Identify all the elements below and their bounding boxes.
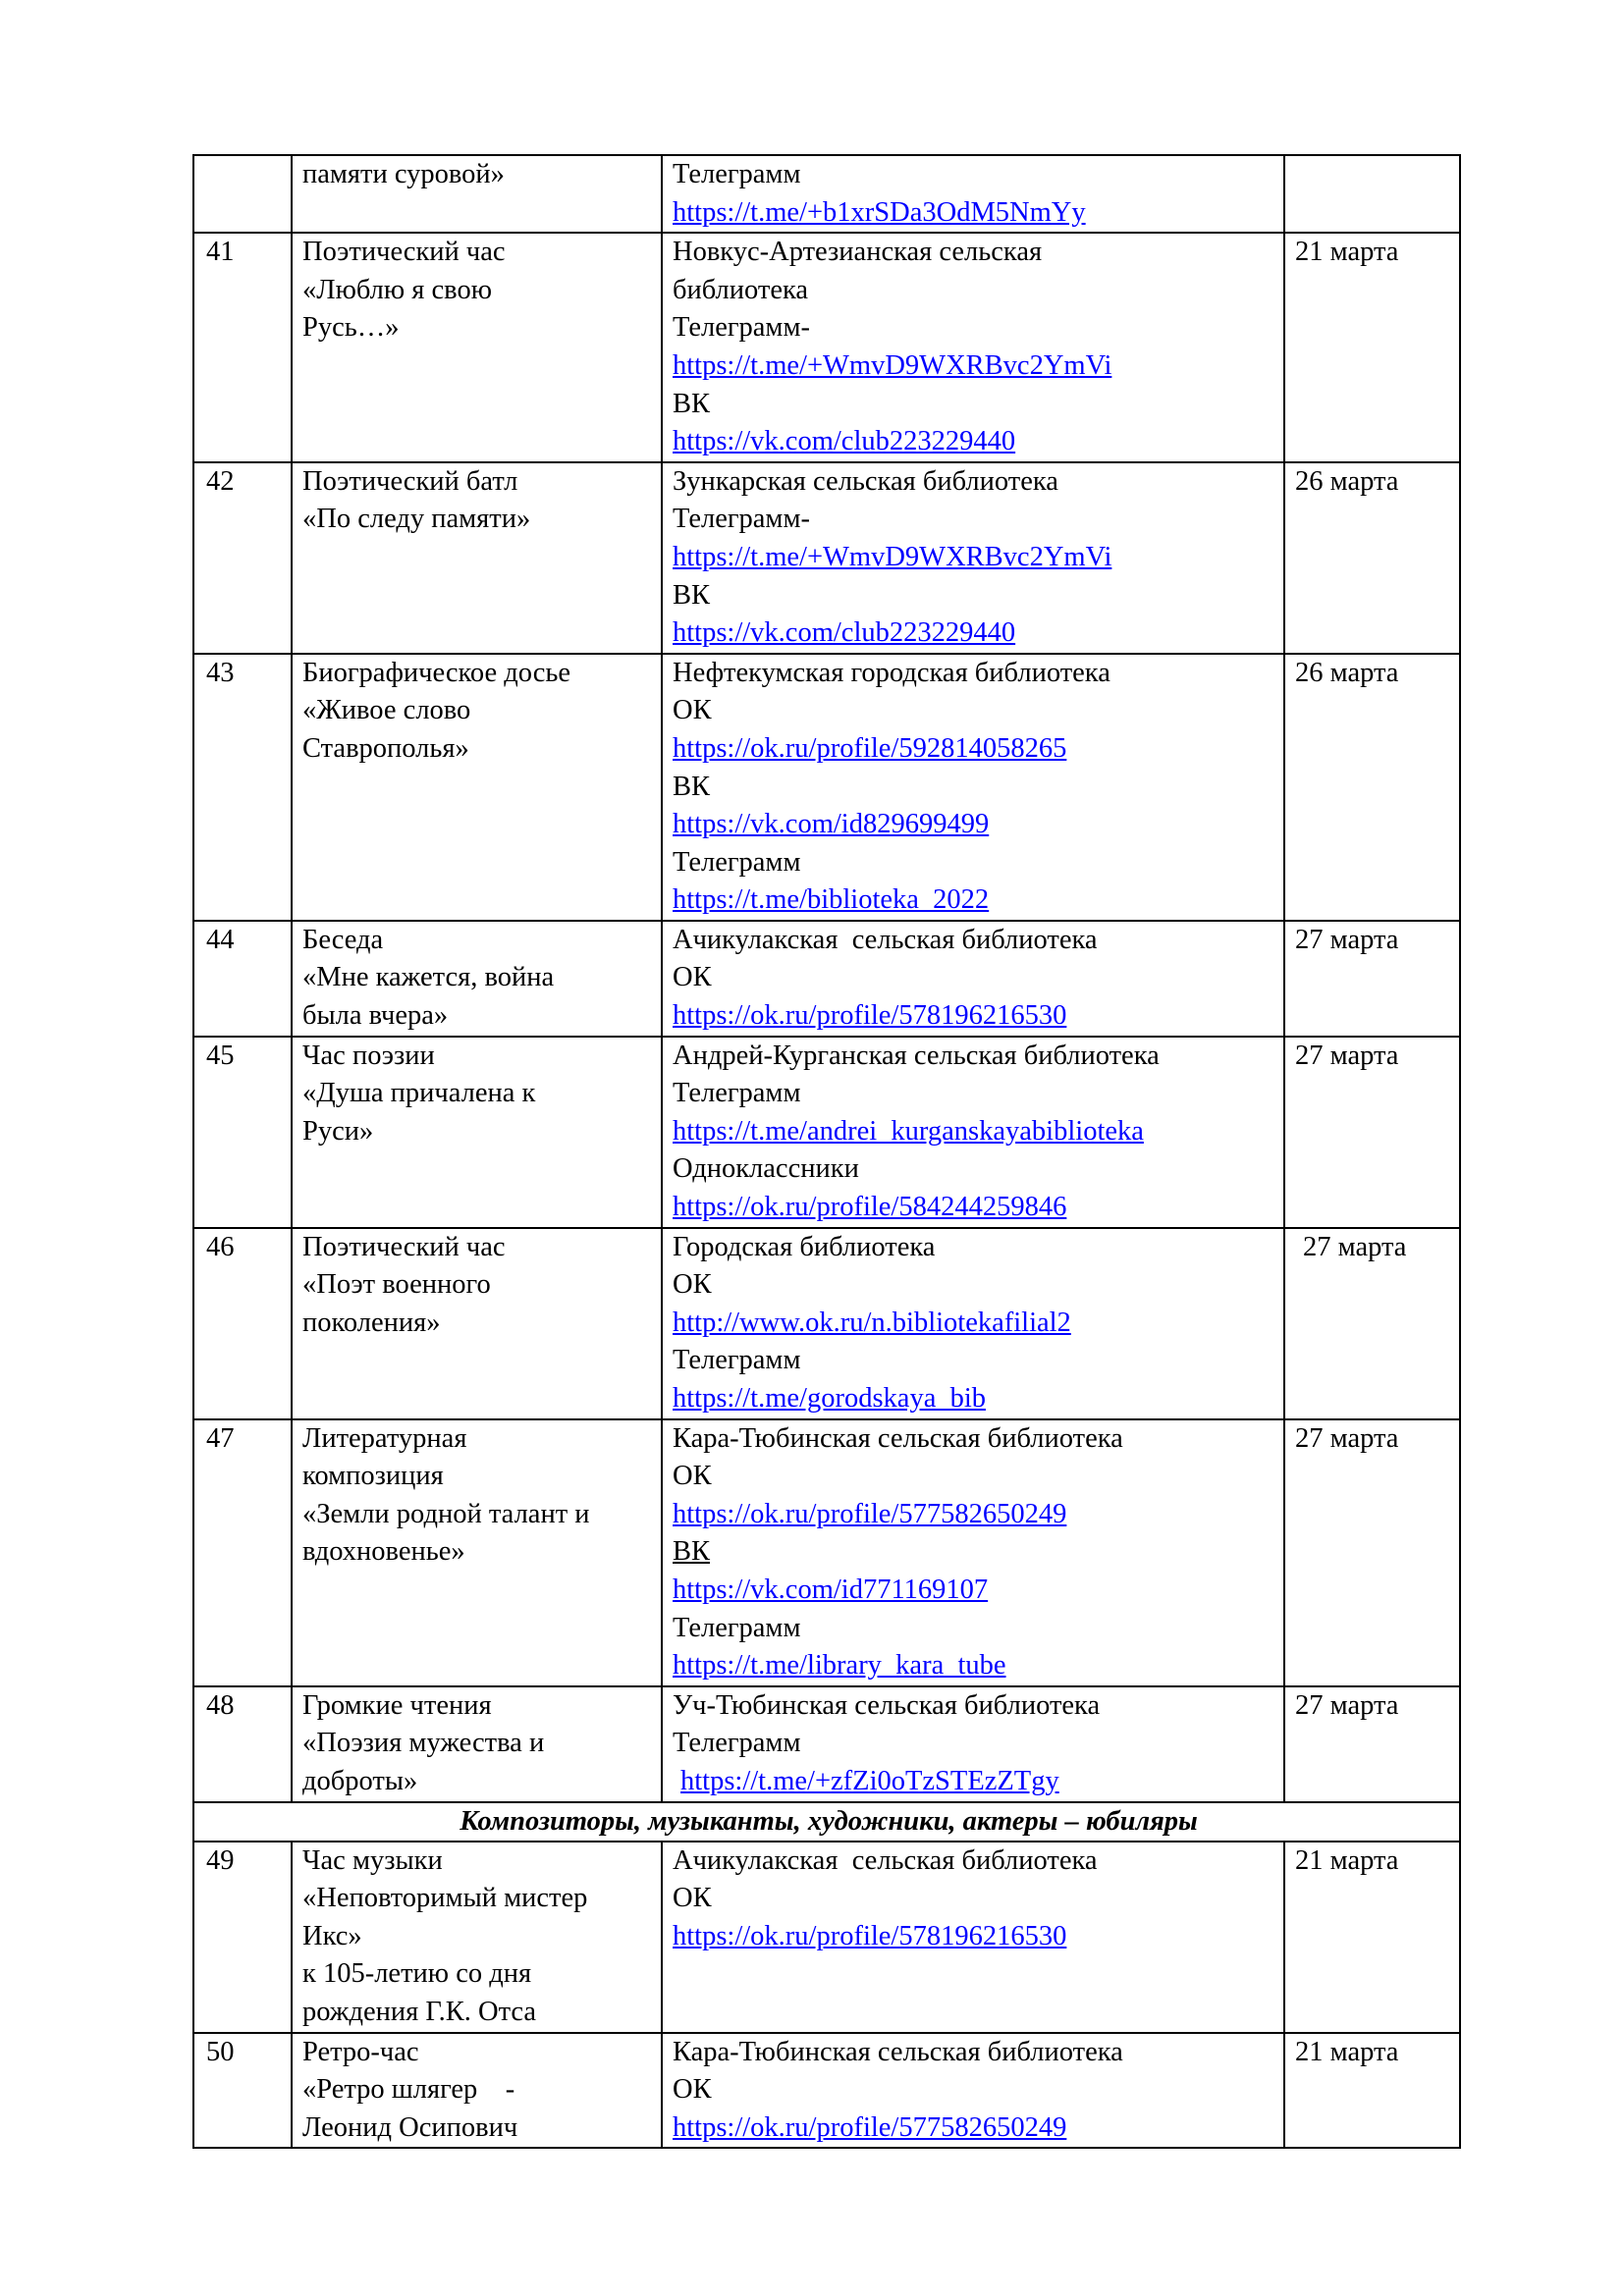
library-name: Кара-Тюбинская сельская библиотека — [673, 1422, 1123, 1454]
telegram-link[interactable]: https://t.me/+zfZi0oTzSTEzZTgy — [680, 1765, 1059, 1796]
place-cell — [662, 462, 1284, 654]
row-number: 45 — [206, 1040, 235, 1071]
title-line: Поэтический батл — [302, 465, 518, 497]
event-date: 27 марта — [1295, 924, 1399, 955]
title-line: «Неповторимый мистер — [302, 1883, 588, 1914]
platform-label: Телеграмм- — [673, 312, 810, 344]
platform-label: ОК — [673, 1269, 712, 1301]
number-cell — [193, 462, 292, 654]
number-cell — [193, 1228, 292, 1419]
place-cell — [662, 1419, 1284, 1686]
platform-label: Телеграмм — [673, 1612, 801, 1643]
ok-link[interactable]: https://ok.ru/profile/577582650249 — [673, 2111, 1067, 2143]
events-table — [192, 154, 1461, 2149]
library-name: Андрей-Курганская сельская библиотека — [673, 1040, 1160, 1071]
number-cell — [193, 233, 292, 462]
date-cell — [1284, 155, 1460, 233]
date-cell — [1284, 1842, 1460, 2033]
table-row — [193, 1228, 1460, 1419]
title-line: Поэтический час — [302, 237, 506, 268]
place-cell — [662, 1037, 1284, 1228]
date-cell — [1284, 654, 1460, 921]
library-name: Городская библиотека — [673, 1231, 936, 1262]
platform-label: Телеграмм — [673, 159, 801, 189]
date-cell — [1284, 2033, 1460, 2149]
date-cell — [1284, 921, 1460, 1037]
library-name: Кара-Тюбинская сельская библиотека — [673, 2036, 1123, 2067]
platform-label: ОК — [673, 962, 712, 993]
title-line: была вчера» — [302, 1000, 449, 1032]
title-line: «По следу памяти» — [302, 504, 531, 535]
platform-label: Телеграмм — [673, 1345, 801, 1376]
row-number: 49 — [206, 1844, 235, 1876]
platform-label: Одноклассники — [673, 1153, 859, 1185]
vk-link[interactable]: https://vk.com/club223229440 — [673, 617, 1016, 649]
table-row — [193, 1037, 1460, 1228]
telegram-link[interactable]: https://t.me/biblioteka_2022 — [673, 884, 990, 916]
telegram-link[interactable]: https://t.me/andrei_kurganskayabiblioteka — [673, 1115, 1144, 1147]
number-cell — [193, 1037, 292, 1228]
title-line: композиция — [302, 1461, 444, 1492]
date-cell — [1284, 462, 1460, 654]
platform-label: ОК — [673, 1461, 712, 1492]
title-line: «Душа причалена к — [302, 1078, 536, 1109]
platform-label: ВК — [673, 579, 711, 611]
title-line: вдохновенье» — [302, 1536, 465, 1568]
library-name: Уч-Тюбинская сельская библиотека — [673, 1689, 1101, 1721]
event-date: 21 марта — [1295, 2036, 1399, 2067]
row-number: 50 — [206, 2036, 235, 2067]
title-cell — [292, 1842, 662, 2033]
table-row — [193, 1686, 1460, 1802]
title-cell — [292, 1419, 662, 1686]
event-date: 27 марта — [1303, 1231, 1407, 1262]
title-cell — [292, 1686, 662, 1802]
library-name: Новкус-Артезианская сельская — [673, 237, 1043, 268]
number-cell — [193, 2033, 292, 2149]
place-cell — [662, 1842, 1284, 2033]
place-cell — [662, 155, 1284, 233]
table-row — [193, 1842, 1460, 2033]
row-number: 47 — [206, 1422, 235, 1454]
platform-label: Телеграмм- — [673, 504, 810, 535]
title-line: доброты» — [302, 1765, 418, 1796]
title-line: «Поэзия мужества и — [302, 1728, 545, 1759]
platform-label: ВК — [673, 1536, 711, 1568]
title-line: памяти суровой» — [302, 159, 505, 189]
telegram-link[interactable]: https://t.me/library_kara_tube — [673, 1650, 1006, 1682]
title-line: Биографическое досье — [302, 657, 571, 688]
title-line: «Земли родной талант и — [302, 1498, 590, 1529]
number-cell — [193, 654, 292, 921]
platform-label: Телеграмм — [673, 846, 801, 878]
title-cell — [292, 2033, 662, 2149]
event-date: 26 марта — [1295, 657, 1399, 688]
date-cell — [1284, 1037, 1460, 1228]
platform-label: Телеграмм — [673, 1078, 801, 1109]
ok-link[interactable]: http://www.ok.ru/n.bibliotekafilial2 — [673, 1307, 1071, 1338]
title-line: «Живое слово — [302, 695, 471, 726]
platform-label: ВК — [673, 771, 711, 802]
date-cell — [1284, 233, 1460, 462]
library-name: Нефтекумская городская библиотека — [673, 657, 1110, 688]
title-line: Леонид Осипович — [302, 2111, 518, 2143]
table-row — [193, 1419, 1460, 1686]
library-name: библиотека — [673, 274, 809, 305]
event-date: 27 марта — [1295, 1422, 1399, 1454]
place-cell — [662, 654, 1284, 921]
title-line: Беседа — [302, 924, 384, 955]
title-line: Громкие чтения — [302, 1689, 492, 1721]
title-line: Русь…» — [302, 312, 400, 344]
date-cell — [1284, 1419, 1460, 1686]
telegram-link[interactable]: https://t.me/gorodskaya_bib — [673, 1383, 987, 1414]
telegram-link[interactable]: https://t.me/+WmvD9WXRBvc2YmVi — [673, 349, 1112, 381]
title-line: «Поэт военного — [302, 1269, 491, 1301]
title-line: «Люблю я свою — [302, 274, 492, 305]
table-row — [193, 233, 1460, 462]
section-row — [193, 1802, 1460, 1842]
ok-link[interactable]: https://ok.ru/profile/578196216530 — [673, 1920, 1067, 1951]
row-number: 41 — [206, 237, 235, 268]
event-date: 26 марта — [1295, 465, 1399, 497]
vk-link[interactable]: https://vk.com/id771169107 — [673, 1574, 989, 1605]
event-date: 27 марта — [1295, 1040, 1399, 1071]
title-line: Икс» — [302, 1920, 362, 1951]
title-line: Час музыки — [302, 1844, 443, 1876]
table-row — [193, 2033, 1460, 2149]
title-cell — [292, 1228, 662, 1419]
platform-label: ОК — [673, 1883, 712, 1914]
place-cell — [662, 1686, 1284, 1802]
vk-link[interactable]: https://vk.com/id829699499 — [673, 809, 990, 840]
row-number: 43 — [206, 657, 235, 688]
title-line: рождения Г.К. Отса — [302, 1996, 537, 2027]
date-cell — [1284, 1686, 1460, 1802]
row-number: 44 — [206, 924, 235, 955]
title-line: Руси» — [302, 1115, 374, 1147]
event-date: 21 марта — [1295, 1844, 1399, 1876]
number-cell — [193, 921, 292, 1037]
title-line: Литературная — [302, 1422, 467, 1454]
ok-link[interactable]: https://ok.ru/profile/592814058265 — [673, 732, 1067, 764]
place-cell — [662, 1228, 1284, 1419]
title-cell — [292, 1037, 662, 1228]
library-name: Ачикулакская сельская библиотека — [673, 1844, 1098, 1876]
platform-label: Телеграмм — [673, 1728, 801, 1759]
platform-label: ВК — [673, 388, 711, 419]
number-cell — [193, 155, 292, 233]
title-cell — [292, 155, 662, 233]
title-line: к 105-летию со дня — [302, 1958, 532, 1990]
table-row — [193, 462, 1460, 654]
title-line: Ретро-час — [302, 2036, 419, 2067]
title-line: поколения» — [302, 1307, 441, 1338]
event-date: 27 марта — [1295, 1689, 1399, 1721]
title-line: «Мне кажется, война — [302, 962, 555, 993]
section-heading: Композиторы, музыканты, художники, актеры – юбиляры — [193, 1802, 1460, 1842]
library-name: Ачикулакская сельская библиотека — [673, 924, 1098, 955]
ok-link[interactable]: https://ok.ru/profile/584244259846 — [673, 1192, 1067, 1223]
platform-label: ОК — [673, 695, 712, 726]
place-cell — [662, 921, 1284, 1037]
row-number: 42 — [206, 465, 235, 497]
title-cell — [292, 654, 662, 921]
ok-link[interactable]: https://ok.ru/profile/577582650249 — [673, 1498, 1067, 1529]
title-line: Ставрополья» — [302, 732, 469, 764]
row-number: 46 — [206, 1231, 235, 1262]
row-number: 48 — [206, 1689, 235, 1721]
title-cell — [292, 921, 662, 1037]
title-line: «Ретро шлягер - — [302, 2074, 515, 2106]
title-cell — [292, 462, 662, 654]
number-cell — [193, 1686, 292, 1802]
ok-link[interactable]: https://ok.ru/profile/578196216530 — [673, 1000, 1067, 1032]
table-row — [193, 654, 1460, 921]
event-date: 21 марта — [1295, 237, 1399, 268]
date-cell — [1284, 1228, 1460, 1419]
telegram-link[interactable]: https://t.me/+WmvD9WXRBvc2YmVi — [673, 541, 1112, 572]
telegram-link[interactable]: https://t.me/+b1xrSDa3OdM5NmYy — [673, 196, 1086, 228]
place-cell — [662, 233, 1284, 462]
number-cell — [193, 1842, 292, 2033]
table-row — [193, 155, 1460, 233]
title-line: Час поэзии — [302, 1040, 435, 1071]
place-cell — [662, 2033, 1284, 2149]
platform-label: ОК — [673, 2074, 712, 2106]
vk-link[interactable]: https://vk.com/club223229440 — [673, 426, 1016, 457]
title-cell — [292, 233, 662, 462]
title-line: Поэтический час — [302, 1231, 506, 1262]
library-name: Зункарская сельская библиотека — [673, 465, 1058, 497]
number-cell — [193, 1419, 292, 1686]
table-row — [193, 921, 1460, 1037]
